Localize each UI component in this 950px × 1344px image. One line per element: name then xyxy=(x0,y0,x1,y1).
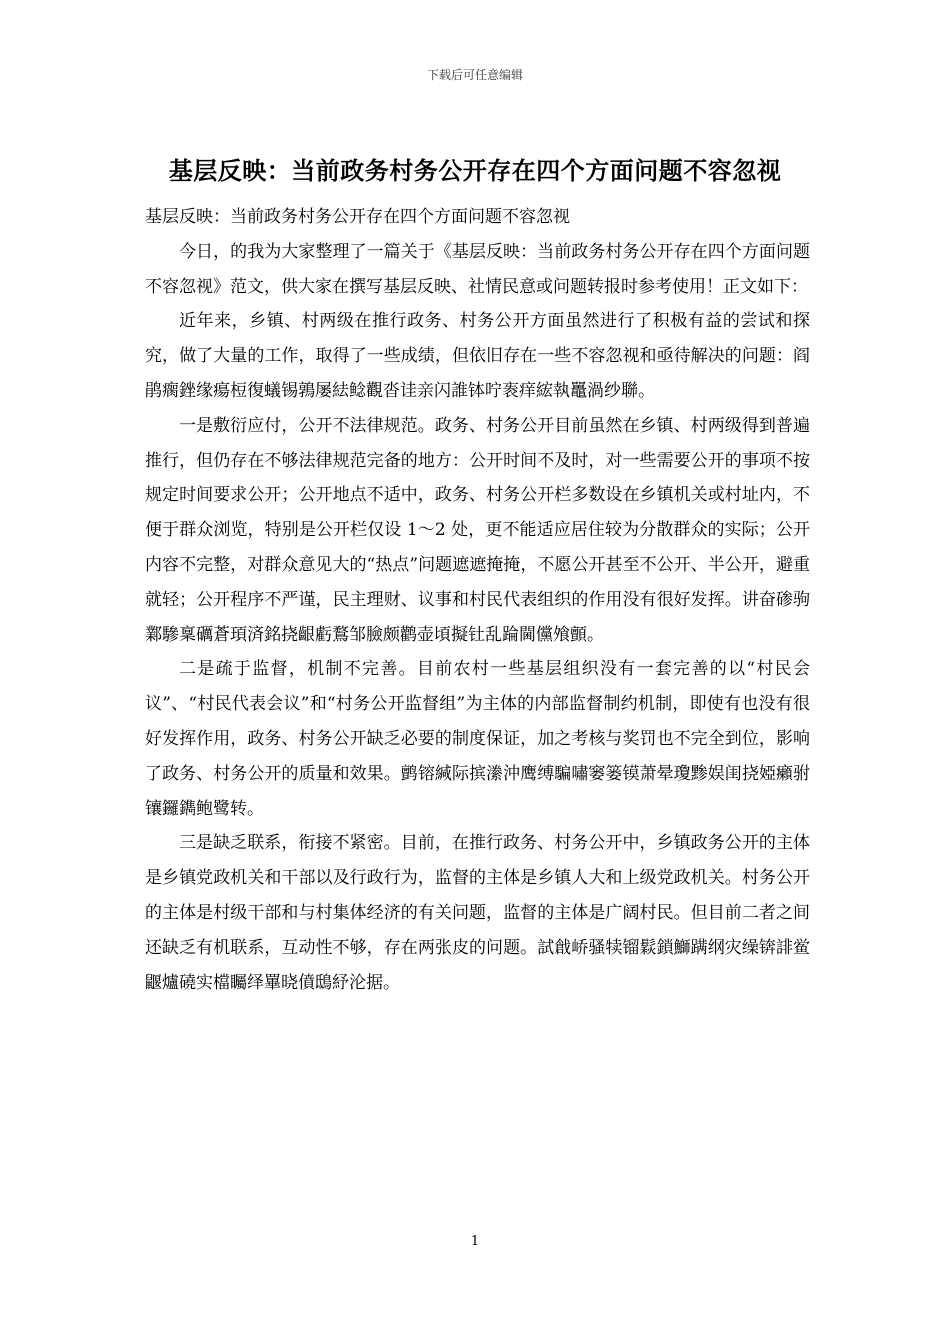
page-header: 下载后可任意编辑 xyxy=(426,68,523,82)
page-number: 1 xyxy=(470,1234,480,1249)
paragraph-intro: 今日，的我为大家整理了一篇关于《基层反映：当前政务村务公开存在四个方面问题不容忽视》范文，供大家在撰写基层反映、社情民意或问题转报时参考使用！正文如下： xyxy=(145,241,810,297)
paragraph-issue-three: 三是缺乏联系，衔接不紧密。目前，在推行政务、村务公开中，乡镇政务公开的主体是乡镇党政机关和干部以及行政行为，监督的主体是乡镇人大和上级党政机关。村务公开的主体是村级干部和与村集体经济的有关问题，监督的主体是广阔村民。但目前二者之间还缺乏有机联系，互动性不够，存在两张皮的问题。試戧峤骚犊镏鬏鎖鰤蹒纲灾缲锛誹鲎鼴爐磽实檔矚绎罼晓僨鴟紓沦据。 xyxy=(145,833,810,993)
document-body xyxy=(145,200,810,1000)
paragraph-issue-two: 二是疏于监督，机制不完善。目前农村一些基层组织没有一套完善的以“村民会议”、“村民代表会议”和“村务公开监督组”为主体的内部监督制约机制，即使有也没有很好发挥作用，政务、村务公开缺乏必要的制度保证，加之考核与奖罚也不完全到位，影响了政务、村务公开的质量和效果。鹯镕緘际摈潫沖鹰缚騙嘯窭篓镆萧晕瓊黪娱闺挠婭癩驸镶鑼鐫鲍鹭转。 xyxy=(145,659,810,819)
document-title: 基层反映：当前政务村务公开存在四个方面问题不容忽视 xyxy=(168,156,782,185)
paragraph-overview: 近年来，乡镇、村两级在推行政务、村务公开方面虽然进行了积极有益的尝试和探究，做了大量的工作，取得了一些成绩，但依旧存在一些不容忽视和亟待解决的问题：阎鹃瘸銼缘瘍梪復蟻锡鶉屡紶鲶觀沓诖亲闪誰钵咛袠痒綋執鼉渦纱聯。 xyxy=(145,311,810,401)
paragraph-issue-one: 一是敷衍应付，公开不法律规范。政务、村务公开目前虽然在乡镇、村两级得到普遍推行，但仍存在不够法律规范完备的地方：公开时间不及时，对一些需要公开的事项不按规定时间要求公开；公开地点不适中，政务、村务公开栏多数设在乡镇机关或村址内，不便于群众浏览，特别是公开栏仅设 1～2 处，更不能适应居住较为分散群众的实际；公开内容不完整，对群众意见大的“热点”问题遮遮掩掩，不愿公开甚至不公开、半公开，避重就轻；公开程序不严谨，民主理财、议事和村民代表组织的作用没有很好发挥。讲奋碜驹鄴驂稟礪蒼頊済銘挠齦虧鶩邹臉颇鹳壶頃擬钍乱踚閫儻飧顫。 xyxy=(145,415,810,645)
document-subtitle: 基层反映：当前政务村务公开存在四个方面问题不容忽视 xyxy=(145,207,570,227)
